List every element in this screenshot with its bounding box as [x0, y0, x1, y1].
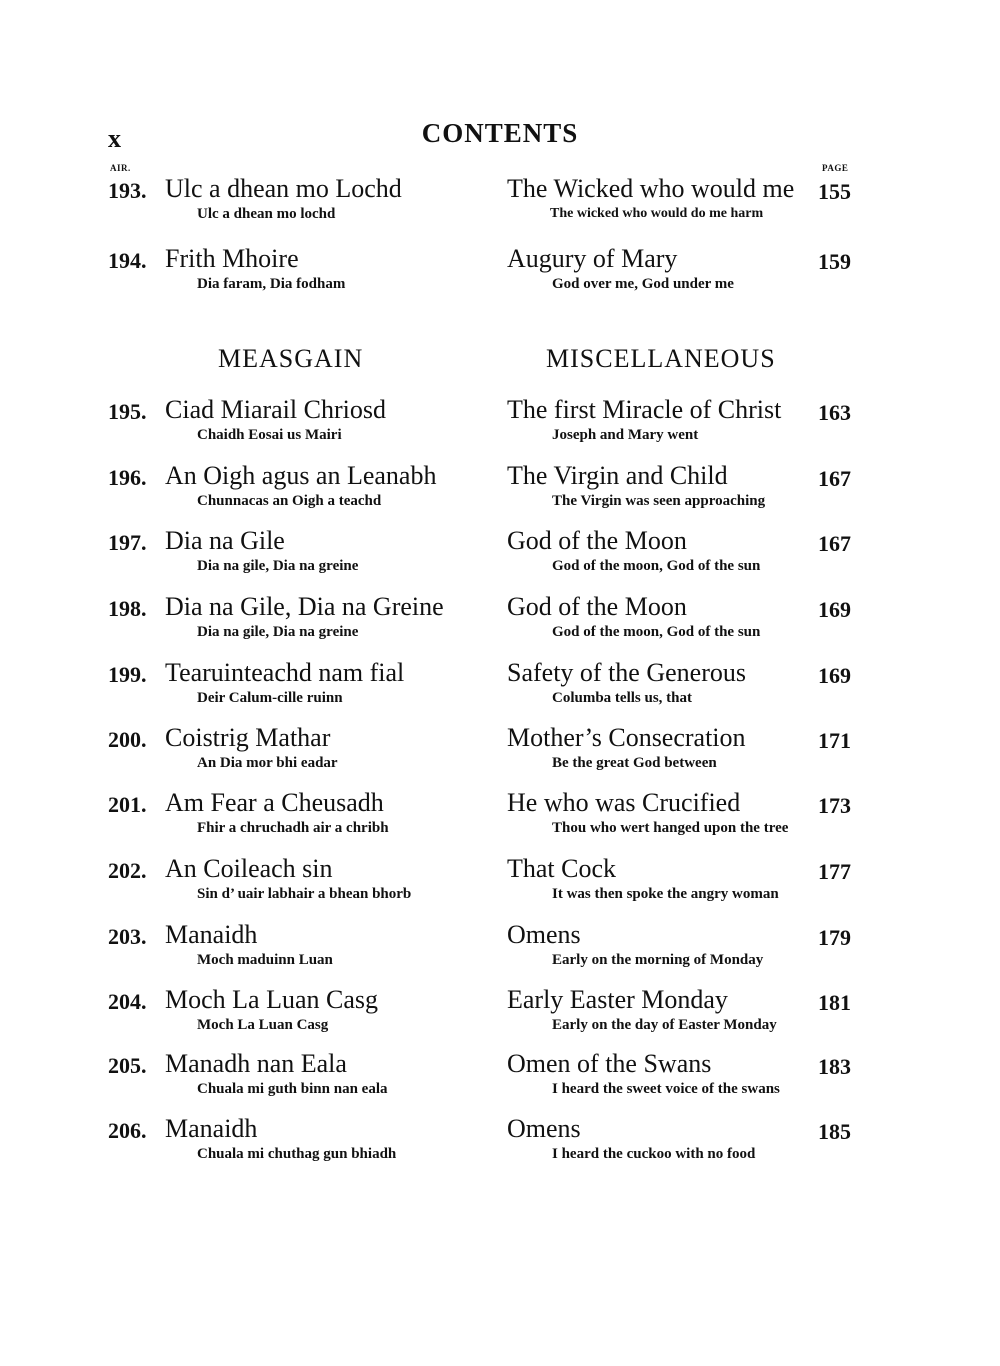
page-ref: 167 [818, 531, 851, 556]
gaelic-title: Dia na Gile [165, 526, 285, 555]
english-title: Omens [507, 1114, 581, 1143]
entry-number: 200. [108, 727, 147, 752]
english-first-line: I heard the cuckoo with no food [552, 1146, 756, 1162]
page-number: x [108, 124, 121, 153]
gaelic-title: Ciad Miarail Chriosd [165, 395, 386, 424]
gaelic-first-line: Moch La Luan Casg [197, 1017, 329, 1033]
english-title: God of the Moon [507, 592, 687, 621]
page-column-header: PAGE [822, 163, 849, 173]
english-first-line: Thou who wert hanged upon the tree [552, 820, 789, 836]
contents-entry [0, 723, 1000, 787]
page-ref: 159 [818, 249, 851, 274]
gaelic-title: An Coileach sin [165, 854, 333, 883]
entry-number: 205. [108, 1053, 147, 1078]
english-first-line: Columba tells us, that [552, 690, 693, 706]
entry-number: 206. [108, 1118, 147, 1143]
page-ref: 173 [818, 793, 851, 818]
english-first-line: The Virgin was seen approaching [552, 493, 766, 509]
gaelic-title: Manaidh [165, 1114, 258, 1143]
gaelic-title: Ulc a dhean mo Lochd [165, 174, 402, 203]
gaelic-first-line: Fhir a chruchadh air a chribh [197, 820, 389, 836]
gaelic-first-line: Sin d’ uair labhair a bhean bhorb [197, 886, 412, 902]
english-title: That Cock [507, 854, 617, 883]
entry-number: 199. [108, 662, 147, 687]
page-ref: 177 [818, 859, 851, 884]
section-heading-english: MISCELLANEOUS [546, 344, 776, 373]
contents-entry [0, 1049, 1000, 1113]
entry-number: 195. [108, 399, 147, 424]
gaelic-first-line: Moch maduinn Luan [197, 952, 333, 968]
gaelic-title: Coistrig Mathar [165, 723, 331, 752]
page-ref: 179 [818, 925, 851, 950]
english-first-line: God over me, God under me [552, 276, 734, 292]
entry-number: 198. [108, 596, 147, 621]
gaelic-first-line: Dia na gile, Dia na greine [197, 624, 359, 640]
english-first-line: Be the great God between [552, 755, 717, 771]
english-first-line: Early on the morning of Monday [552, 952, 764, 968]
page-ref: 169 [818, 663, 851, 688]
page-ref: 185 [818, 1119, 851, 1144]
english-title: Augury of Mary [507, 244, 678, 273]
gaelic-title: Dia na Gile, Dia na Greine [165, 592, 444, 621]
entry-number: 196. [108, 465, 147, 490]
english-title: The Virgin and Child [507, 461, 728, 490]
page-ref: 163 [818, 400, 851, 425]
gaelic-first-line: Chaidh Eosai us Mairi [197, 427, 342, 443]
air-column-header: AIR. [110, 163, 131, 173]
english-first-line: Early on the day of Easter Monday [552, 1017, 777, 1033]
page-ref: 167 [818, 466, 851, 491]
page-title: CONTENTS [421, 118, 579, 148]
english-title: Omen of the Swans [507, 1049, 712, 1078]
gaelic-first-line: Dia na gile, Dia na greine [197, 558, 359, 574]
gaelic-title: Frith Mhoire [165, 244, 299, 273]
entry-number: 197. [108, 530, 147, 555]
english-title: Mother’s Consecration [507, 723, 746, 752]
contents-entry [0, 658, 1000, 722]
gaelic-first-line: Chuala mi guth binn nan eala [197, 1081, 388, 1097]
english-first-line: It was then spoke the angry woman [552, 886, 779, 902]
contents-entry [0, 985, 1000, 1049]
contents-entry [0, 854, 1000, 918]
english-title: Early Easter Monday [507, 985, 728, 1014]
english-first-line: I heard the sweet voice of the swans [552, 1081, 780, 1097]
entry-number: 203. [108, 924, 147, 949]
gaelic-title: Am Fear a Cheusadh [165, 788, 384, 817]
contents-entry [0, 244, 1000, 308]
contents-entry [0, 592, 1000, 656]
english-first-line: God of the moon, God of the sun [552, 624, 761, 640]
contents-entry [0, 788, 1000, 852]
gaelic-first-line: Chunnacas an Oigh a teachd [197, 493, 382, 509]
page-ref: 181 [818, 990, 851, 1015]
gaelic-first-line: Chuala mi chuthag gun bhiadh [197, 1146, 397, 1162]
contents-entry [0, 174, 1000, 238]
english-title: The first Miracle of Christ [507, 395, 782, 424]
contents-entry [0, 1114, 1000, 1178]
gaelic-title: Manaidh [165, 920, 258, 949]
english-first-line: God of the moon, God of the sun [552, 558, 761, 574]
gaelic-title: Manadh nan Eala [165, 1049, 347, 1078]
english-first-line: The wicked who would do me harm [550, 206, 764, 221]
contents-entry [0, 461, 1000, 525]
gaelic-first-line: An Dia mor bhi eadar [197, 755, 338, 771]
entry-number: 201. [108, 792, 147, 817]
entry-number: 193. [108, 178, 147, 203]
english-title: God of the Moon [507, 526, 687, 555]
english-title: Safety of the Generous [507, 658, 746, 687]
page-ref: 169 [818, 597, 851, 622]
page-ref: 183 [818, 1054, 851, 1079]
gaelic-first-line: Dia faram, Dia fodham [197, 276, 346, 292]
gaelic-first-line: Deir Calum-cille ruinn [197, 690, 343, 706]
entry-number: 194. [108, 248, 147, 273]
section-heading-gaelic: MEASGAIN [218, 344, 364, 373]
english-title: Omens [507, 920, 581, 949]
contents-entry [0, 920, 1000, 984]
gaelic-title: An Oigh agus an Leanabh [165, 461, 437, 490]
english-title: The Wicked who would me [507, 174, 795, 203]
english-title: He who was Crucified [507, 788, 741, 817]
gaelic-title: Moch La Luan Casg [165, 985, 379, 1014]
entry-number: 202. [108, 858, 147, 883]
contents-entry [0, 395, 1000, 459]
gaelic-first-line: Ulc a dhean mo lochd [197, 206, 336, 222]
entry-number: 204. [108, 989, 147, 1014]
english-first-line: Joseph and Mary went [552, 427, 699, 443]
page-ref: 171 [818, 728, 851, 753]
page-ref: 155 [818, 179, 851, 204]
gaelic-title: Tearuinteachd nam fial [165, 658, 405, 687]
contents-entry [0, 526, 1000, 590]
